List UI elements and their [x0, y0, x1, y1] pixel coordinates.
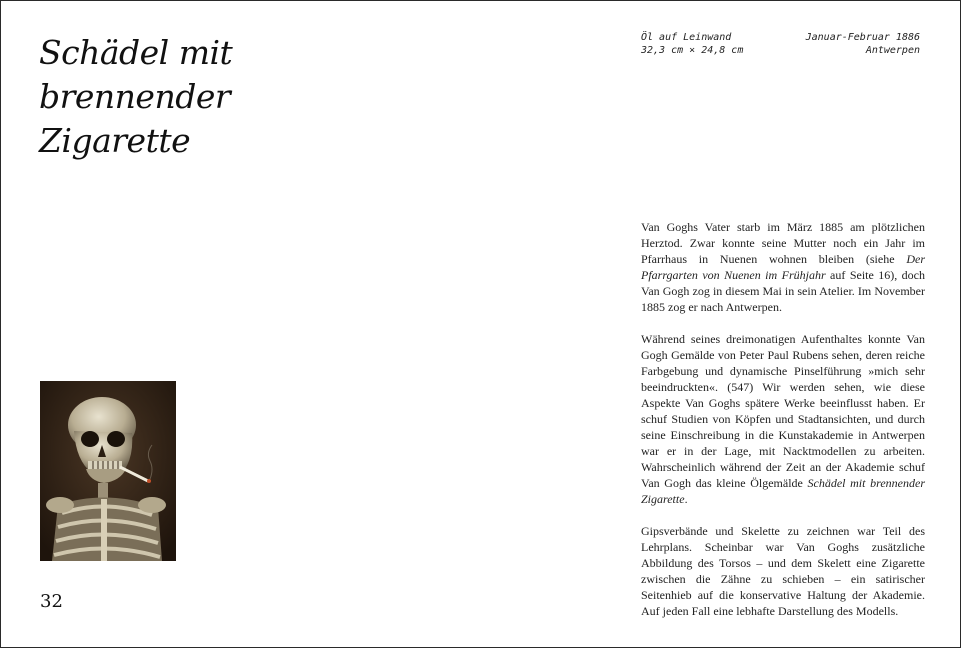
- paragraph-2: [641, 331, 925, 507]
- body-text: [641, 219, 925, 635]
- artwork-date-info: [806, 31, 920, 57]
- artwork-date: Januar-Februar 1886: [805, 32, 920, 43]
- skull-painting-image: [40, 381, 176, 561]
- painting-reference-schaedel: Schädel mit brennender Zigarette: [641, 476, 925, 506]
- paragraph-1-text-a: Van Goghs Vater starb im März 1885 am plötzlichen Herztod. Zwar konnte seine Mutter noch ein Jahr im Pfarrhaus in Nuenen wohnen bleiben (siehe: [641, 220, 925, 266]
- title-line-3: Zigarette: [39, 121, 191, 160]
- paragraph-2-text-b: .: [684, 492, 688, 506]
- page-title: [39, 31, 299, 163]
- artwork-place: Antwerpen: [865, 45, 920, 56]
- paragraph-2-text-a: Während seines dreimonatigen Aufenthaltes konnte Van Gogh Gemälde von Peter Paul Rubens sehen, deren reiche Farbgebung und dynamische Pinselführung »mich sehr beeindruckten«. (547) Wir werden sehen, wie diese Aspekte Van Goghs spätere Werke beeinflusst haben. Er schuf Studien von Köpfen und Stadtansichten, und durch seine Einschreibung in die Kunstakademie in Antwerpen war er in der Lage, mit Nacktmodellen zu arbeiten. Wahrscheinlich während der Zeit an der Akademie schuf Van Gogh das kleine Ölgemälde: [641, 332, 925, 490]
- artwork-medium-info: [641, 31, 743, 57]
- artwork-dimensions: 32,3 cm × 24,8 cm: [641, 45, 744, 56]
- paragraph-3: [641, 523, 925, 619]
- artwork-medium: Öl auf Leinwand: [641, 32, 732, 43]
- page-number: 32: [40, 591, 63, 612]
- paragraph-1-text-b: auf Seite 16), doch Van Gogh zog in diesem Mai in sein Atelier. Im November 1885 zog er nach Antwerpen.: [641, 268, 926, 314]
- painting-reference-pfarrgarten: Der Pfarrgarten von Nuenen im Frühjahr: [641, 252, 925, 282]
- skull-painting-drawing: [40, 381, 176, 561]
- title-line-1: Schädel mit: [39, 33, 233, 72]
- paragraph-1: [641, 219, 925, 315]
- title-line-2: brennender: [39, 77, 231, 116]
- paragraph-3-text: Gipsverbände und Skelette zu zeichnen war Teil des Lehrplans. Scheinbar war Van Goghs zusätzliche Abbildung des Torsos – und dem Skelett eine Zigarette zwischen die Zähne zu schieben – ein satirischer Seitenhieb auf die konservative Haltung der Akademie. Auf jeden Fall eine lebhafte Darstellung des Modells.: [641, 524, 925, 618]
